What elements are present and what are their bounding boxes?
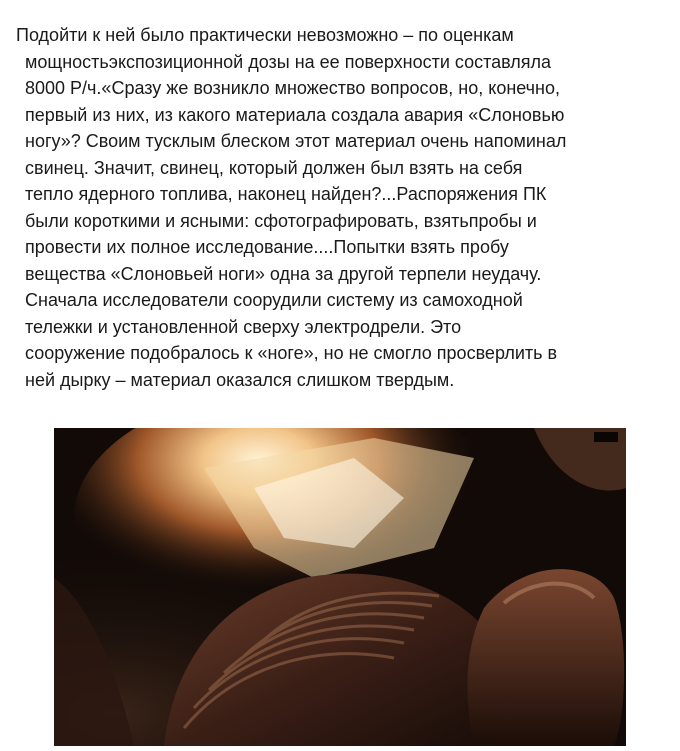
article-line: провести их полное исследование....Попытки взять пробу <box>25 237 509 257</box>
article-line: ней дырку – материал оказался слишком твердым. <box>25 369 455 390</box>
article-line: Подойти к ней было практически невозможно – по оценкам <box>16 25 514 45</box>
article-line: были короткими и ясными: сфотографировать, взятьпробы и <box>25 210 537 231</box>
article-line: свинец. Значит, свинец, который должен был взять на себя <box>25 157 523 178</box>
article-line: первый из них, из какого материала создала авария «Слоновью <box>25 104 565 125</box>
article-line: тепло ядерного топлива, наконец найден?...Распоряжения ПК <box>25 184 547 204</box>
article-line: Сначала исследователи соорудили систему из самоходной <box>25 290 523 310</box>
article-text <box>0 22 680 393</box>
article-line: сооружение подобралось к «ноге», но не смогло просверлить в <box>25 343 558 363</box>
article-line: ногу»? Своим тусклым блеском этот материал очень напоминал <box>25 131 567 151</box>
article-line: 8000 Р/ч.«Сразу же возникло множество вопросов, но, конечно, <box>25 78 561 98</box>
article-line: вещества «Слоновьей ноги» одна за другой терпели неудачу. <box>25 263 542 284</box>
article-line: тележки и установленной сверху электродрели. Это <box>25 316 462 337</box>
elephants-foot-photo <box>54 428 626 746</box>
article-line: мощностьэкспозиционной дозы на ее поверхности составляла <box>25 51 552 72</box>
photo-illustration <box>54 428 626 746</box>
